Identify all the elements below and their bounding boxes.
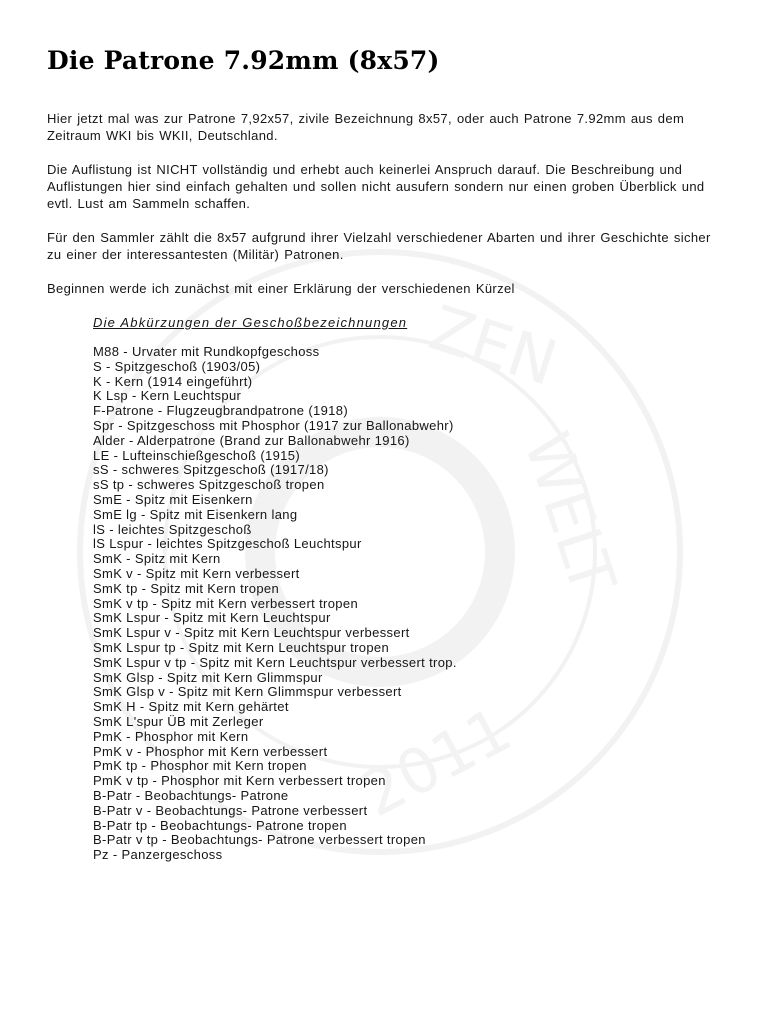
list-item: SmK Lspur v tp - Spitz mit Kern Leuchtspur verbessert trop.	[93, 654, 457, 670]
list-item: K - Kern (1914 eingeführt)	[93, 373, 253, 389]
list-item: SmK v tp - Spitz mit Kern verbessert tropen	[93, 595, 359, 611]
list-item: Spr - Spitzgeschoss mit Phosphor (1917 zur Ballonabwehr)	[93, 417, 454, 433]
list-item: lS Lspur - leichtes Spitzgeschoß Leuchtspur	[93, 536, 362, 552]
list-item: SmK Lspur - Spitz mit Kern Leuchtspur	[93, 610, 331, 626]
list-item: lS - leichtes Spitzgeschoß	[93, 521, 252, 537]
document-page	[47, 44, 727, 863]
list-item: B-Patr tp - Beobachtungs- Patrone tropen	[93, 817, 347, 833]
list-item: Pz - Panzergeschoss	[93, 847, 223, 863]
list-item: SmK - Spitz mit Kern	[93, 551, 221, 567]
list-item: SmK tp - Spitz mit Kern tropen	[93, 580, 280, 596]
list-item: PmK - Phosphor mit Kern	[93, 728, 249, 744]
list-item: B-Patr v tp - Beobachtungs- Patrone verbessert tropen	[93, 832, 426, 848]
list-item: B-Patr - Beobachtungs- Patrone	[93, 787, 289, 803]
intro-abbreviations-paragraph: Beginnen werde ich zunächst mit einer Erklärung der verschiedenen Kürzel	[47, 281, 515, 296]
watermark-text-zen: ZEN	[421, 290, 566, 400]
page-title: Die Patrone 7.92mm (8x57)	[47, 46, 440, 75]
list-item: SmK Lspur tp - Spitz mit Kern Leuchtspur tropen	[93, 639, 390, 655]
list-item: SmK Lspur v - Spitz mit Kern Leuchtspur verbessert	[93, 625, 410, 641]
list-item: SmE lg - Spitz mit Eisenkern lang	[93, 506, 298, 522]
list-item: SmK v - Spitz mit Kern verbessert	[93, 565, 300, 581]
disclaimer-paragraph: Die Auflistung ist NICHT vollständig und erhebt auch keinerlei Anspruch darauf. Die Beschreibung und Auflistungen hier sind einfach gehalten und sollen nicht ausufern sondern nur einen groben Überblick und evtl. Lust am Sammeln schaffen.	[47, 162, 705, 211]
list-item: SmE - Spitz mit Eisenkern	[93, 491, 253, 507]
list-item: B-Patr v - Beobachtungs- Patrone verbessert	[93, 802, 368, 818]
list-item: M88 - Urvater mit Rundkopfgeschoss	[93, 344, 320, 359]
list-item: LE - Lufteinschießgeschoß (1915)	[93, 447, 301, 463]
list-item: PmK v tp - Phosphor mit Kern verbessert tropen	[93, 773, 386, 789]
list-item: K Lsp - Kern Leuchtspur	[93, 388, 242, 404]
abbreviation-list	[93, 345, 727, 863]
list-item: PmK tp - Phosphor mit Kern tropen	[93, 758, 307, 774]
section-heading: Die Abkürzungen der Geschoßbezeichnungen	[93, 315, 408, 330]
list-item: PmK v - Phosphor mit Kern verbessert	[93, 743, 328, 759]
list-item: sS tp - schweres Spitzgeschoß tropen	[93, 477, 325, 493]
intro-paragraph: Hier jetzt mal was zur Patrone 7,92x57, zivile Bezeichnung 8x57, oder auch Patrone 7.92mm aus dem Zeitraum WKI bis WKII, Deutschland.	[47, 111, 685, 143]
list-item: sS - schweres Spitzgeschoß (1917/18)	[93, 462, 329, 478]
list-item: Alder - Alderpatrone (Brand zur Ballonabwehr 1916)	[93, 432, 410, 448]
list-item: SmK L'spur ÜB mit Zerleger	[93, 713, 264, 729]
abbreviations-section	[93, 314, 727, 863]
list-item: SmK Glsp - Spitz mit Kern Glimmspur	[93, 669, 323, 685]
list-item: S - Spitzgeschoß (1903/05)	[93, 358, 261, 374]
watermark-text-welt: WELT	[509, 423, 631, 603]
list-item: SmK H - Spitz mit Kern gehärtet	[93, 699, 289, 715]
list-item: SmK Glsp v - Spitz mit Kern Glimmspur verbessert	[93, 684, 402, 700]
watermark-text-year: 2011	[349, 692, 523, 832]
list-item: F-Patrone - Flugzeugbrandpatrone (1918)	[93, 403, 349, 419]
collector-paragraph: Für den Sammler zählt die 8x57 aufgrund ihrer Vielzahl verschiedener Abarten und ihrer Geschichte sicher zu einer der interessantesten (Militär) Patronen.	[47, 230, 711, 262]
